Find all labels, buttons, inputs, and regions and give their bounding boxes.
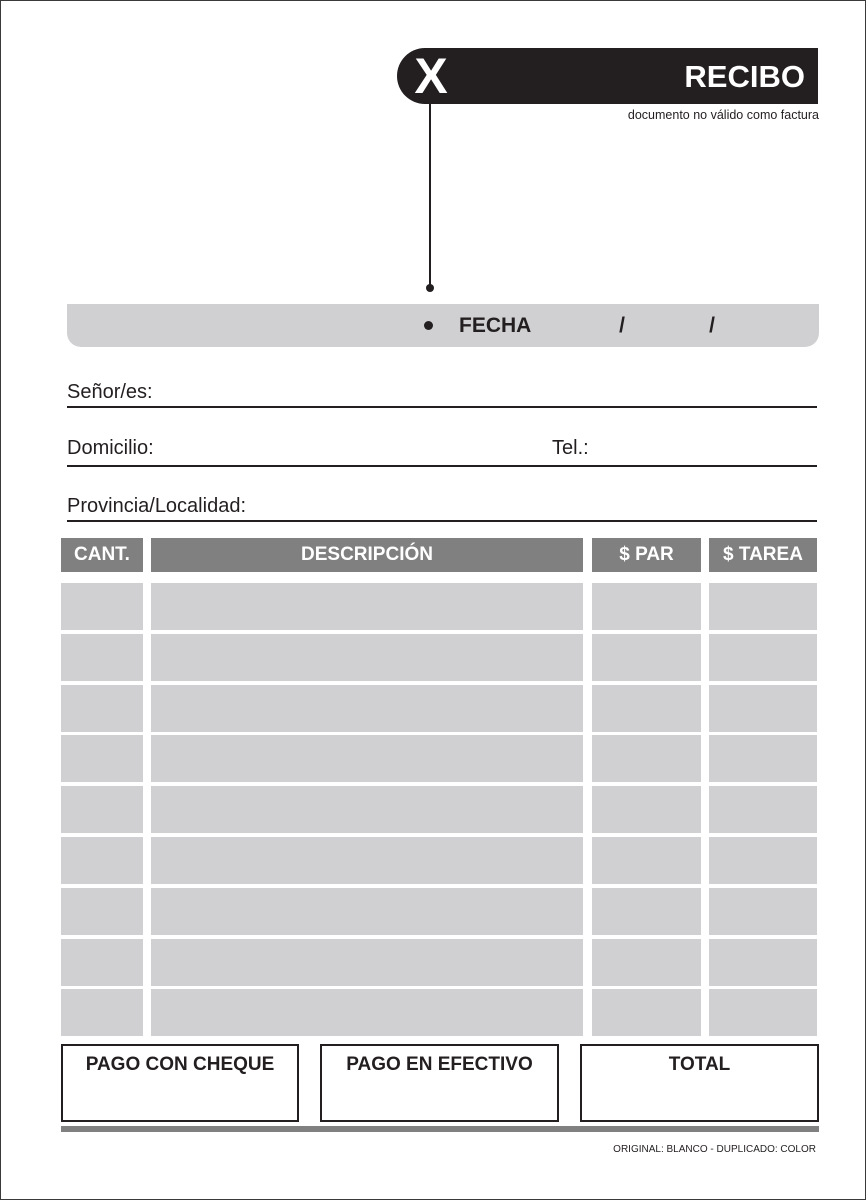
table-cell-descripcion[interactable] (151, 837, 583, 884)
pago-cheque-label: PAGO CON CHEQUE (85, 1054, 275, 1075)
table-cell-cant[interactable] (61, 583, 143, 630)
table-cell-descripcion[interactable] (151, 634, 583, 681)
table-cell-tarea[interactable] (709, 989, 817, 1036)
connector-line (429, 104, 431, 287)
table-cell-par[interactable] (592, 989, 701, 1036)
senores-label: Señor/es: (67, 381, 153, 403)
copy-note: ORIGINAL: BLANCO - DUPLICADO: COLOR (613, 1144, 816, 1155)
table-cell-tarea[interactable] (709, 939, 817, 986)
document-type-letter: X (414, 48, 448, 104)
table-cell-tarea[interactable] (709, 583, 817, 630)
provincia-line[interactable] (67, 520, 817, 522)
document-subtitle: documento no válido como factura (627, 108, 819, 122)
total-label: TOTAL (668, 1054, 731, 1075)
column-header-cant: CANT. (61, 538, 143, 572)
telefono-label: Tel.: (552, 437, 589, 459)
table-cell-par[interactable] (592, 735, 701, 782)
table-cell-cant[interactable] (61, 786, 143, 833)
table-cell-descripcion[interactable] (151, 685, 583, 732)
fecha-bullet-icon (424, 321, 433, 330)
table-cell-cant[interactable] (61, 634, 143, 681)
column-header-par: $ PAR (592, 538, 701, 572)
table-cell-cant[interactable] (61, 939, 143, 986)
table-cell-par[interactable] (592, 685, 701, 732)
column-header-descripcion: DESCRIPCIÓN (151, 538, 583, 572)
table-cell-cant[interactable] (61, 837, 143, 884)
fecha-separator-2: / (709, 314, 715, 337)
table-cell-tarea[interactable] (709, 685, 817, 732)
table-cell-descripcion[interactable] (151, 786, 583, 833)
table-cell-descripcion[interactable] (151, 735, 583, 782)
table-cell-cant[interactable] (61, 685, 143, 732)
fecha-label: FECHA (459, 314, 532, 337)
provincia-label: Provincia/Localidad: (67, 495, 246, 517)
table-cell-descripcion[interactable] (151, 989, 583, 1036)
domicilio-line[interactable] (67, 465, 817, 467)
pago-efectivo-box[interactable] (320, 1044, 559, 1122)
table-cell-tarea[interactable] (709, 837, 817, 884)
document-title: RECIBO (684, 59, 805, 94)
table-cell-tarea[interactable] (709, 735, 817, 782)
table-cell-cant[interactable] (61, 888, 143, 935)
table-cell-descripcion[interactable] (151, 939, 583, 986)
table-cell-par[interactable] (592, 939, 701, 986)
table-cell-par[interactable] (592, 634, 701, 681)
table-cell-descripcion[interactable] (151, 888, 583, 935)
connector-dot (426, 284, 434, 292)
table-cell-par[interactable] (592, 786, 701, 833)
table-cell-descripcion[interactable] (151, 583, 583, 630)
bottom-bar (61, 1126, 819, 1132)
column-header-tarea: $ TAREA (709, 538, 817, 572)
table-cell-tarea[interactable] (709, 786, 817, 833)
table-cell-cant[interactable] (61, 989, 143, 1036)
table-cell-tarea[interactable] (709, 888, 817, 935)
senores-line[interactable] (67, 406, 817, 408)
table-cell-par[interactable] (592, 888, 701, 935)
table-cell-par[interactable] (592, 837, 701, 884)
table-cell-cant[interactable] (61, 735, 143, 782)
total-box[interactable] (580, 1044, 819, 1122)
table-cell-tarea[interactable] (709, 634, 817, 681)
table-cell-par[interactable] (592, 583, 701, 630)
pago-efectivo-label: PAGO EN EFECTIVO (346, 1054, 533, 1075)
pago-cheque-box[interactable] (61, 1044, 299, 1122)
domicilio-label: Domicilio: (67, 437, 154, 459)
fecha-separator-1: / (619, 314, 625, 337)
